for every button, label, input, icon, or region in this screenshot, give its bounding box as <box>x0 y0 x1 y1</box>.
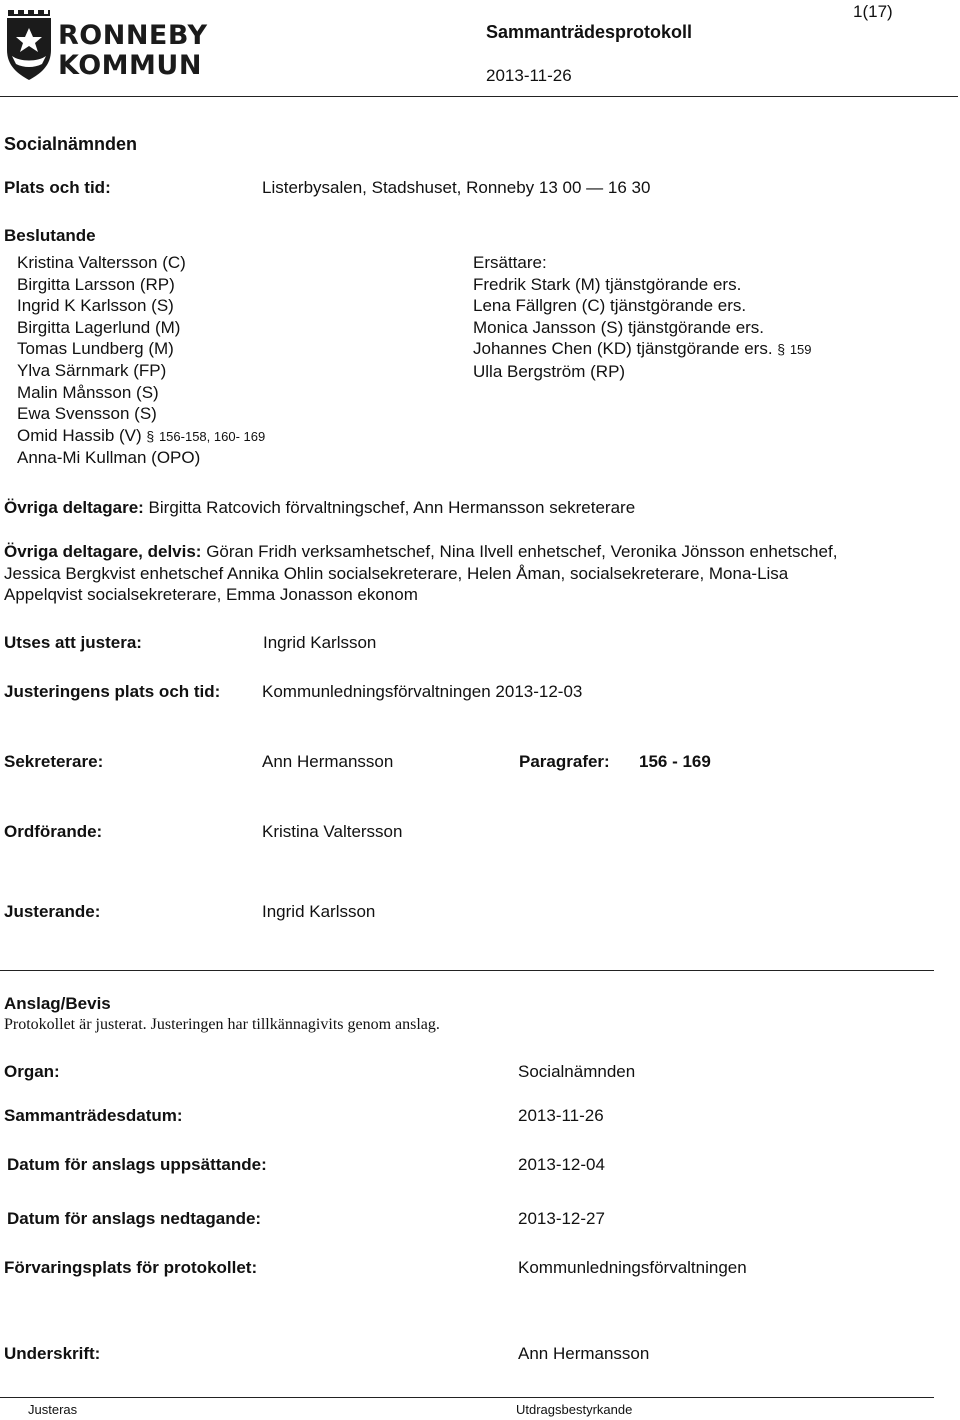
adjusting-value: Ingrid Karlsson <box>262 902 376 921</box>
member-item <box>17 382 265 404</box>
member-item <box>17 252 265 274</box>
member-sections: 156-158, 160- 169 <box>158 428 266 444</box>
meeting-date: 2013-11-26 <box>486 66 572 85</box>
secretary-value: Ann Hermansson <box>262 752 394 771</box>
member-name: Anna-Mi Kullman (OPO) <box>17 448 201 468</box>
meeting-date-value: 2013-11-26 <box>518 1106 604 1125</box>
page-number: 1(17) <box>853 2 893 21</box>
decision-makers-label: Beslutande <box>4 226 96 245</box>
coat-of-arms-icon <box>4 6 54 82</box>
org-name-line1: RONNEBY <box>58 20 208 51</box>
footer-divider <box>0 1397 934 1398</box>
adjuster-value: Ingrid Karlsson <box>263 633 377 652</box>
member-item <box>17 295 265 317</box>
other-participants-partial <box>4 541 837 606</box>
member-name: Kristina Valtersson (C) <box>17 253 186 272</box>
place-time-value: Listerbysalen, Stadshuset, Ronneby 13 00 — 16 30 <box>262 178 651 197</box>
organ-label: Organ: <box>4 1062 60 1081</box>
member-name: Ewa Svensson (S) <box>17 404 157 424</box>
committee-name: Socialnämnden <box>4 134 138 154</box>
meeting-date-label: Sammanträdesdatum: <box>4 1106 183 1125</box>
other-partial-label: Övriga deltagare, delvis: <box>4 542 202 561</box>
adjuster-label: Utses att justera: <box>4 633 142 652</box>
adjusting-label: Justerande: <box>4 902 101 921</box>
member-name: Omid Hassib (V) <box>17 425 142 445</box>
substitutes-label: Ersättare: <box>473 253 547 272</box>
substitute-name: Johannes Chen (KD) tjänstgörande ers. <box>473 339 773 359</box>
chair-label: Ordförande: <box>4 822 103 841</box>
paragraphs-label: Paragrafer: <box>519 752 610 771</box>
section-symbol-icon: § <box>146 427 155 444</box>
ronneby-kommun-logo <box>4 6 208 84</box>
substitute-item <box>473 338 812 361</box>
footer-adjust-label: Justeras <box>28 1402 78 1417</box>
substitute-item <box>473 274 812 296</box>
member-item <box>17 425 265 448</box>
substitute-item <box>473 295 812 317</box>
members-list <box>17 252 265 469</box>
member-item <box>17 338 265 360</box>
org-name-line2: KOMMUN <box>58 50 202 81</box>
other-partial-line1: Göran Fridh verksamhetschef, Nina Ilvell enhetschef, Veronika Jönsson enhetschef, <box>201 542 838 561</box>
member-name: Tomas Lundberg (M) <box>17 339 174 359</box>
member-item <box>17 274 265 296</box>
posting-date-label: Datum för anslags uppsättande: <box>7 1155 267 1174</box>
other-participants-value: Birgitta Ratcovich förvaltningschef, Ann Hermansson sekreterare <box>143 498 636 517</box>
footer-extract-label: Utdragsbestyrkande <box>516 1402 633 1417</box>
member-name: Birgitta Larsson (RP) <box>17 274 175 294</box>
removal-date-value: 2013-12-27 <box>518 1209 605 1228</box>
storage-place-value: Kommunledningsförvaltningen <box>518 1258 747 1277</box>
document-title: Sammanträdesprotokoll <box>486 22 693 42</box>
other-partial-line2: Jessica Bergkvist enhetschef Annika Ohlin socialsekreterare, Helen Åman, socialsekreterare, Mona-Lisa <box>4 563 789 583</box>
member-name: Birgitta Lagerlund (M) <box>17 317 181 337</box>
signature-value: Ann Hermansson <box>518 1344 650 1363</box>
header-divider <box>0 96 958 97</box>
substitute-name: Ulla Bergström (RP) <box>473 361 626 381</box>
adjust-place-label: Justeringens plats och tid: <box>4 682 221 701</box>
member-item <box>17 360 265 382</box>
substitutes-list <box>473 252 812 383</box>
substitute-item <box>473 317 812 339</box>
substitute-item <box>473 361 812 383</box>
other-participants-label: Övriga deltagare: <box>4 498 144 517</box>
place-time-label: Plats och tid: <box>4 178 111 197</box>
substitute-name: Lena Fällgren (C) tjänstgörande ers. <box>473 296 747 316</box>
paragraphs-value: 156 - 169 <box>639 752 711 771</box>
section-symbol-icon: § <box>777 341 786 358</box>
substitute-name: Fredrik Stark (M) tjänstgörande ers. <box>473 274 742 294</box>
other-partial-line3: Appelqvist socialsekreterare, Emma Jonasson ekonom <box>4 585 418 605</box>
storage-place-label: Förvaringsplats för protokollet: <box>4 1258 258 1277</box>
substitute-sections: 159 <box>789 342 812 358</box>
substitute-name: Monica Jansson (S) tjänstgörande ers. <box>473 317 765 337</box>
organ-value: Socialnämnden <box>518 1062 636 1081</box>
other-participants <box>4 498 635 518</box>
signature-label: Underskrift: <box>4 1344 101 1363</box>
notice-title: Anslag/Bevis <box>4 994 111 1013</box>
posting-date-value: 2013-12-04 <box>518 1155 605 1174</box>
secretary-label: Sekreterare: <box>4 752 104 771</box>
member-item <box>17 447 265 469</box>
chair-value: Kristina Valtersson <box>262 822 403 841</box>
member-item <box>17 317 265 339</box>
adjust-place-value: Kommunledningsförvaltningen 2013-12-03 <box>262 682 583 701</box>
member-item <box>17 403 265 425</box>
notice-divider <box>0 970 934 971</box>
member-name: Ylva Särnmark (FP) <box>17 360 167 380</box>
notice-text: Protokollet är justerat. Justeringen har tillkännagivits genom anslag. <box>4 1016 440 1033</box>
member-name: Malin Månsson (S) <box>17 382 159 402</box>
removal-date-label: Datum för anslags nedtagande: <box>7 1209 262 1228</box>
member-name: Ingrid K Karlsson (S) <box>17 296 174 316</box>
